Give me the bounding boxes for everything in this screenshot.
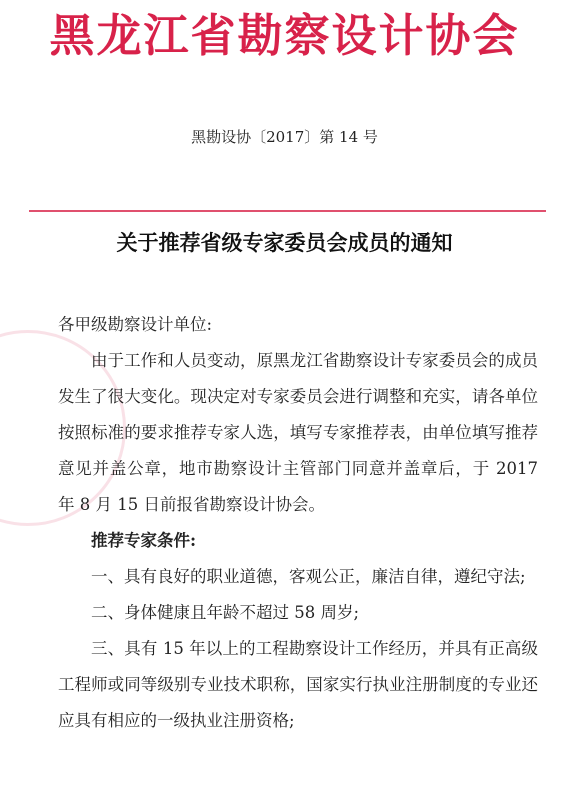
conditions-heading: 推荐专家条件: bbox=[91, 531, 197, 550]
paragraph-main: 由于工作和人员变动，原黑龙江省勘察设计专家委员会的成员发生了很大变化。现决定对专家委员会进行调整和充实，请各单位按照标准的要求推荐专家人选，填写专家推荐表，由单位填写推荐意见并盖公章，地市勘察设计主管部门同意并盖章后，于 2017 年 8 月 15 日前报省勘察设计协会。 bbox=[58, 351, 538, 514]
organization-header: 黑龙江省勘察设计协会 bbox=[49, 9, 520, 62]
notice-title: 关于推荐省级专家委员会成员的通知 bbox=[116, 231, 453, 255]
condition-item-1: 一、具有良好的职业道德，客观公正，廉洁自律，遵纪守法; bbox=[91, 567, 526, 586]
condition-item-2: 二、身体健康且年龄不超过 58 周岁; bbox=[91, 603, 360, 622]
salutation: 各甲级勘察设计单位: bbox=[58, 315, 213, 334]
document-number: 黑勘设协〔2017〕第 14 号 bbox=[191, 128, 378, 146]
header-divider-line bbox=[29, 210, 546, 212]
notice-body bbox=[58, 307, 538, 739]
condition-item-3: 三、具有 15 年以上的工程勘察设计工作经历，并具有正高级工程师或同等级别专业技术职称，国家实行执业注册制度的专业还应具有相应的一级执业注册资格; bbox=[58, 639, 538, 730]
